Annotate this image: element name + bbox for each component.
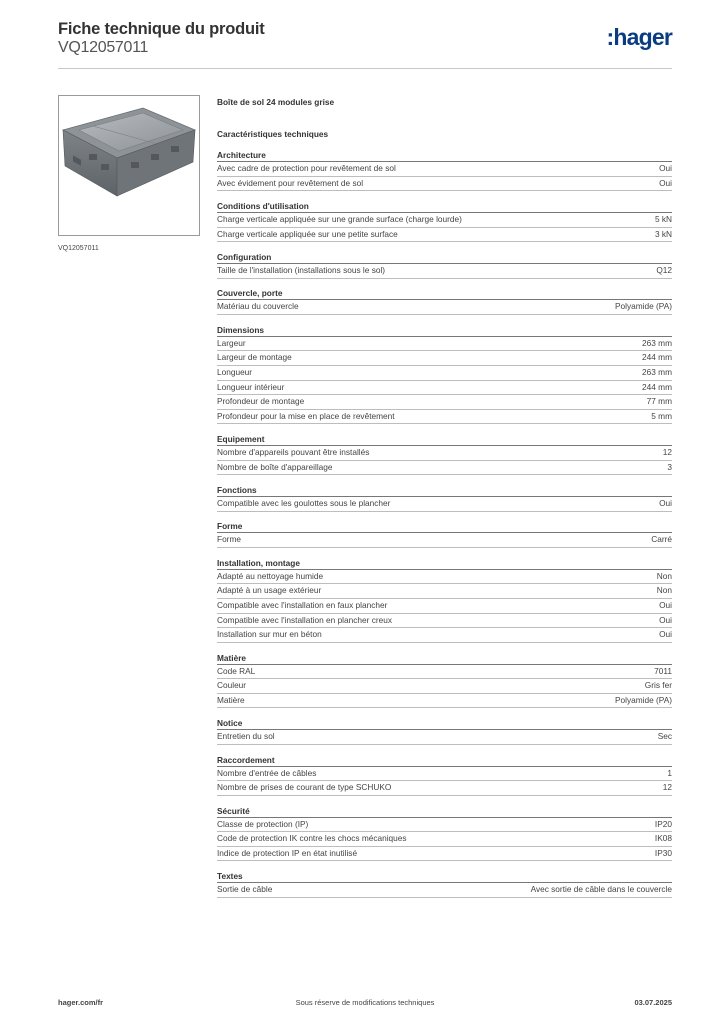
spec-section	[217, 200, 672, 242]
spec-value: Oui	[659, 629, 672, 640]
section-title: Configuration	[217, 251, 672, 264]
page-footer	[58, 998, 672, 1010]
footer-date: 03.07.2025	[634, 998, 672, 1007]
spec-row	[217, 381, 672, 396]
spec-label: Longueur	[217, 366, 253, 377]
spec-section	[217, 805, 672, 862]
footer-website: hager.com/fr	[58, 998, 104, 1007]
spec-row	[217, 781, 672, 796]
spec-section	[217, 520, 672, 548]
spec-value: Q12	[656, 264, 672, 275]
spec-section	[217, 251, 672, 279]
spec-row	[217, 570, 672, 585]
spec-label: Largeur de montage	[217, 352, 292, 363]
spec-label: Code de protection IK contre les chocs mécaniques	[217, 833, 407, 844]
spec-label: Compatible avec l'installation en faux plancher	[217, 600, 388, 611]
section-title: Dimensions	[217, 324, 672, 337]
section-title: Installation, montage	[217, 557, 672, 570]
spec-row	[217, 730, 672, 745]
spec-row	[217, 300, 672, 315]
spec-sections	[217, 149, 672, 898]
spec-row	[217, 599, 672, 614]
spec-label: Matière	[217, 694, 245, 705]
section-title: Architecture	[217, 149, 672, 162]
section-title: Sécurité	[217, 805, 672, 818]
spec-row	[217, 679, 672, 694]
section-title: Raccordement	[217, 754, 672, 767]
footer-notice: Sous réserve de modifications techniques	[295, 998, 435, 1007]
spec-label: Taille de l'installation (installations sous le sol)	[217, 264, 386, 275]
spec-row	[217, 461, 672, 476]
spec-content	[217, 96, 672, 907]
spec-row	[217, 818, 672, 833]
spec-label: Adapté à un usage extérieur	[217, 585, 322, 596]
spec-label: Forme	[217, 534, 241, 545]
spec-value: Non	[656, 570, 672, 581]
spec-section	[217, 557, 672, 643]
spec-label: Couleur	[217, 680, 247, 691]
spec-value: Polyamide (PA)	[614, 301, 672, 312]
section-title: Equipement	[217, 433, 672, 446]
header-divider	[58, 68, 672, 69]
spec-label: Classe de protection (IP)	[217, 818, 309, 829]
spec-row	[217, 351, 672, 366]
spec-label: Indice de protection IP en état inutilisé	[217, 847, 358, 858]
spec-row	[217, 366, 672, 381]
section-title: Textes	[217, 870, 672, 883]
spec-row	[217, 410, 672, 425]
spec-label: Largeur	[217, 337, 246, 348]
spec-value: 3 kN	[654, 228, 672, 239]
spec-label: Longueur intérieur	[217, 381, 285, 392]
spec-label: Profondeur de montage	[217, 396, 305, 407]
spec-label: Adapté au nettoyage humide	[217, 570, 324, 581]
spec-value: 12	[662, 447, 672, 458]
spec-value: Gris fer	[644, 680, 672, 691]
section-title: Fonctions	[217, 484, 672, 497]
spec-label: Compatible avec l'installation en plancher creux	[217, 614, 392, 625]
spec-row	[217, 162, 672, 177]
spec-value: 5 kN	[654, 213, 672, 224]
spec-row	[217, 497, 672, 512]
spec-row	[217, 628, 672, 643]
spec-row	[217, 213, 672, 228]
spec-value: Avec sortie de câble dans le couvercle	[530, 884, 672, 895]
spec-row	[217, 883, 672, 898]
spec-section	[217, 652, 672, 709]
section-title: Couvercle, porte	[217, 287, 672, 300]
spec-section	[217, 287, 672, 315]
spec-label: Charge verticale appliquée sur une grande surface (charge lourde)	[217, 213, 462, 224]
image-caption: VQ12057011	[58, 245, 99, 252]
spec-label: Nombre de prises de courant de type SCHUKO	[217, 782, 392, 793]
spec-label: Nombre d'entrée de câbles	[217, 767, 317, 778]
spec-label: Matériau du couvercle	[217, 301, 299, 312]
spec-label: Avec cadre de protection pour revêtement de sol	[217, 163, 396, 173]
spec-label: Entretien du sol	[217, 731, 275, 742]
spec-label: Avec évidement pour revêtement de sol	[217, 177, 364, 188]
spec-section	[217, 149, 672, 191]
tech-characteristics-heading: Caractéristiques techniques	[217, 129, 329, 139]
spec-value: 263 mm	[642, 366, 672, 377]
spec-label: Compatible avec les goulottes sous le plancher	[217, 498, 391, 509]
spec-section	[217, 717, 672, 745]
spec-value: IP30	[654, 847, 672, 858]
section-title: Forme	[217, 520, 672, 533]
spec-value: 7011	[654, 665, 672, 676]
spec-label: Installation sur mur en béton	[217, 629, 322, 640]
spec-row	[217, 533, 672, 548]
spec-value: IP20	[654, 818, 672, 829]
spec-label: Nombre d'appareils pouvant être installés	[217, 447, 370, 458]
section-title: Matière	[217, 652, 672, 665]
spec-row	[217, 177, 672, 192]
spec-label: Profondeur pour la mise en place de revêtement	[217, 410, 395, 421]
spec-value: 3	[667, 461, 672, 472]
spec-label: Charge verticale appliquée sur une petite surface	[217, 228, 398, 239]
spec-value: IK08	[654, 833, 672, 844]
spec-row	[217, 228, 672, 243]
section-title: Notice	[217, 717, 672, 730]
hager-logo: :hager	[606, 24, 672, 50]
spec-label: Code RAL	[217, 665, 256, 676]
spec-section	[217, 324, 672, 425]
floor-box-illustration	[59, 96, 199, 235]
spec-value: 244 mm	[642, 381, 672, 392]
spec-value: Polyamide (PA)	[614, 694, 672, 705]
spec-row	[217, 694, 672, 709]
product-image	[58, 95, 200, 236]
spec-section	[217, 433, 672, 475]
spec-row	[217, 337, 672, 352]
spec-value: Sec	[657, 731, 672, 742]
spec-section	[217, 870, 672, 898]
spec-value: Oui	[659, 498, 672, 509]
spec-row	[217, 665, 672, 680]
spec-value: Carré	[651, 534, 672, 545]
spec-section	[217, 484, 672, 512]
spec-value: Oui	[659, 163, 672, 173]
spec-value: 263 mm	[642, 337, 672, 348]
product-name: Boîte de sol 24 modules grise	[217, 97, 335, 107]
spec-value: Oui	[659, 600, 672, 611]
spec-value: Oui	[659, 614, 672, 625]
product-reference: VQ12057011	[58, 39, 149, 56]
spec-label: Sortie de câble	[217, 884, 273, 895]
spec-value: Non	[656, 585, 672, 596]
spec-row	[217, 395, 672, 410]
spec-value: 5 mm	[651, 410, 672, 421]
document-title: Fiche technique du produit	[58, 20, 265, 38]
spec-value: 77 mm	[646, 396, 672, 407]
spec-row	[217, 584, 672, 599]
spec-row	[217, 832, 672, 847]
spec-value: Oui	[659, 177, 672, 188]
spec-row	[217, 446, 672, 461]
spec-value: 244 mm	[642, 352, 672, 363]
spec-section	[217, 754, 672, 796]
spec-value: 12	[662, 782, 672, 793]
section-title: Conditions d'utilisation	[217, 200, 672, 213]
spec-row	[217, 264, 672, 279]
spec-label: Nombre de boîte d'appareillage	[217, 461, 333, 472]
spec-value: 1	[667, 767, 672, 778]
page-header	[58, 20, 672, 68]
spec-row	[217, 847, 672, 862]
spec-row	[217, 614, 672, 629]
spec-row	[217, 767, 672, 782]
